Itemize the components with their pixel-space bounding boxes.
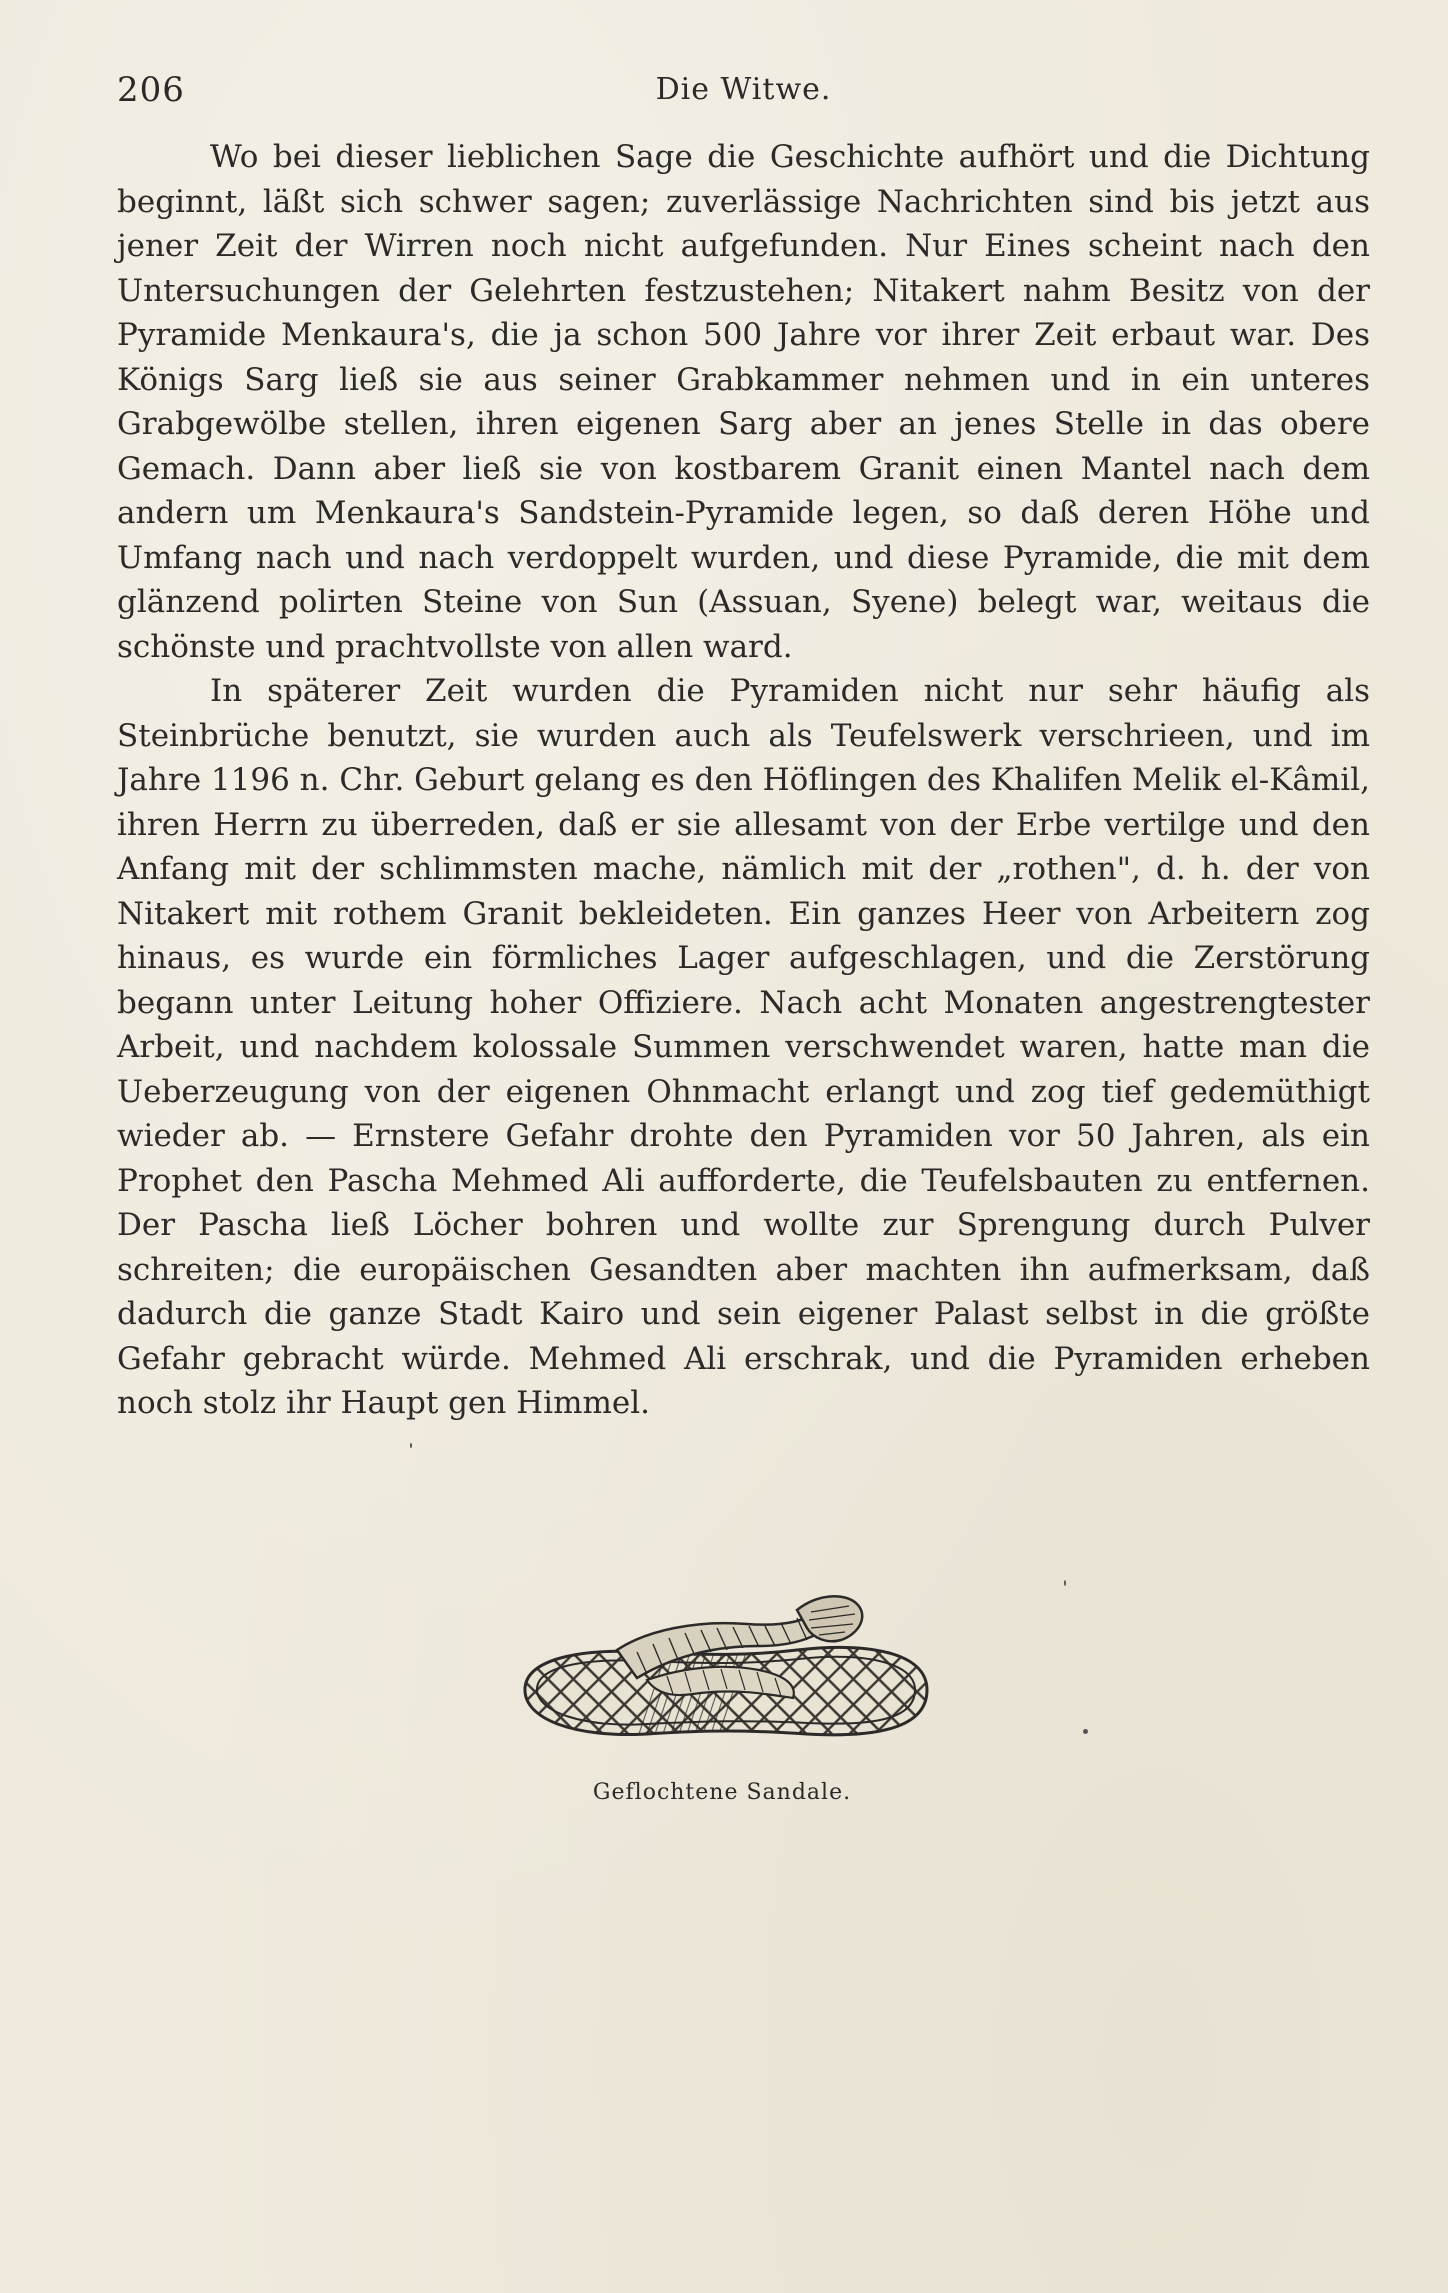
sandal-figure bbox=[497, 1590, 947, 1820]
paragraph-2: In späterer Zeit wurden die Pyramiden nicht nur sehr häufig als Steinbrüche benutzt, sie wurden auch als Teufelswerk verschrieen, und im Jahre 1196 n. Chr. Geburt gelang es den Höflingen des Khalifen Melik el-Kâmil, ihren Herrn zu überreden, daß er sie allesamt von der Erbe vertilge und den Anfang mit der schlimmsten mache, nämlich mit der „rothen", d. h. der von Nitakert mit rothem Granit bekleideten. Ein ganzes Heer von Arbeitern zog hinaus, es wurde ein förmliches Lager aufgeschlagen, und die Zerstörung begann unter Leitung hoher Offiziere. Nach acht Monaten angestrengtester Arbeit, und nachdem kolossale Summen verschwendet waren, hatte man die Ueberzeugung von der eigenen Ohnmacht erlangt und zog tief gedemüthigt wieder ab. — Ernstere Gefahr drohte den Pyramiden vor 50 Jahren, als ein Prophet den Pascha Mehmed Ali aufforderte, die Teufelsbauten zu entfernen. Der Pascha ließ Löcher bohren und wollte zur Sprengung durch Pulver schreiten; die europäischen Gesandten aber machten ihn aufmerksam, daß dadurch die ganze Stadt Kairo und sein eigener Palast selbst in die größte Gefahr gebracht würde. Mehmed Ali erschrak, und die Pyramiden erheben noch stolz ihr Haupt gen Himmel. bbox=[117, 673, 1370, 1421]
figure-caption: Geflochtene Sandale. bbox=[592, 1780, 852, 1805]
running-title: Die Witwe. bbox=[655, 72, 832, 107]
print-speck bbox=[1064, 1580, 1066, 1586]
page-header bbox=[117, 70, 1370, 120]
paragraph-1: Wo bei dieser lieblichen Sage die Geschichte aufhört und die Dichtung beginnt, läßt sich schwer sagen; zuverlässige Nachrichten sind bis jetzt aus jener Zeit der Wirren noch nicht aufgefunden. Nur Eines scheint nach den Untersuchungen der Gelehrten festzustehen; Nitakert nahm Besitz von der Pyramide Menkaura's, die ja schon 500 Jahre vor ihrer Zeit erbaut war. Des Königs Sarg ließ sie aus seiner Grabkammer nehmen und in ein unteres Grabgewölbe stellen, ihren eigenen Sarg aber an jenes Stelle in das obere Gemach. Dann aber ließ sie von kostbarem Granit einen Mantel nach dem andern um Menkaura's Sandstein-Pyramide legen, so daß deren Höhe und Umfang nach und nach verdoppelt wurden, und diese Pyramide, die mit dem glänzend polirten Steine von Sun (Assuan, Syene) belegt war, weitaus die schönste und prachtvollste von allen ward. bbox=[117, 139, 1370, 665]
page-number: 206 bbox=[117, 70, 185, 110]
body-text bbox=[117, 135, 1370, 1426]
print-speck bbox=[410, 1443, 412, 1448]
woven-sandal-illustration-icon bbox=[497, 1590, 947, 1770]
print-speck bbox=[1083, 1729, 1088, 1734]
